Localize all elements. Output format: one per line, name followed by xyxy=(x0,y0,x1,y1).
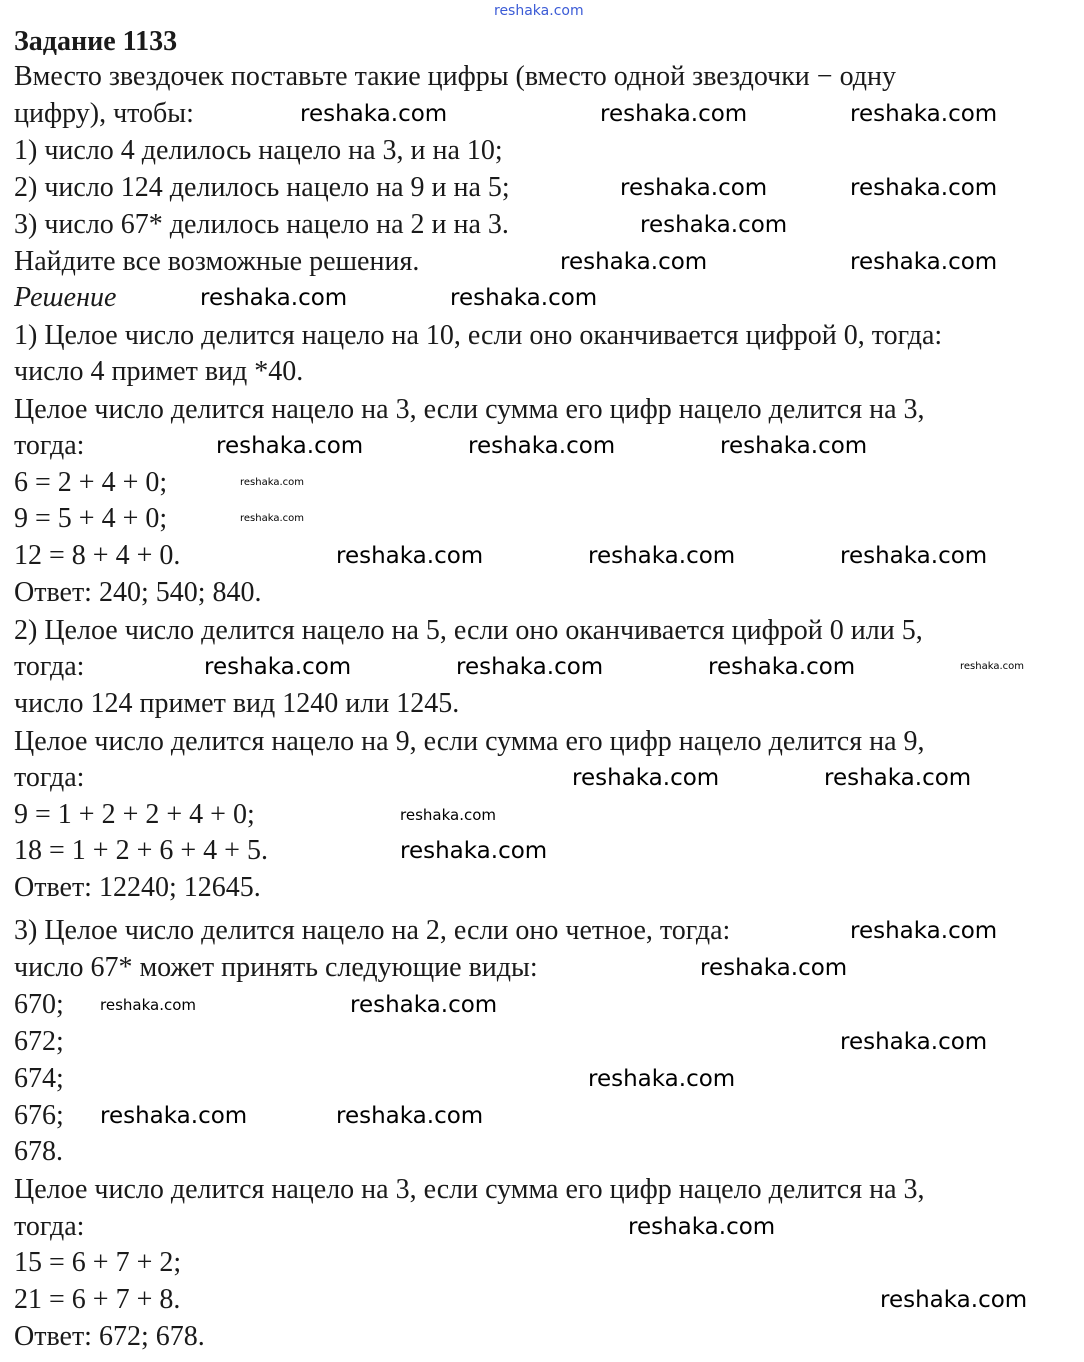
watermark: reshaka.com xyxy=(850,249,998,275)
watermark: reshaka.com xyxy=(588,543,736,569)
watermark: reshaka.com xyxy=(850,918,998,944)
text-line: тогда: xyxy=(14,762,85,793)
text-line: 678. xyxy=(14,1136,63,1167)
text-line: тогда: xyxy=(14,1211,85,1242)
text-line: 674; xyxy=(14,1063,64,1094)
watermark: reshaka.com xyxy=(880,1287,1028,1313)
watermark: reshaka.com xyxy=(720,433,868,459)
watermark: reshaka.com xyxy=(240,513,304,524)
watermark: reshaka.com xyxy=(824,765,972,791)
watermark: reshaka.com xyxy=(840,1029,988,1055)
text-line: 3) Целое число делится нацело на 2, если оно четное, тогда: xyxy=(14,915,731,946)
text-line: 2) число 124 делилось нацело на 9 и на 5; xyxy=(14,172,510,203)
watermark: reshaka.com xyxy=(100,1103,248,1129)
text-line: Ответ: 240; 540; 840. xyxy=(14,577,262,608)
text-line: Ответ: 12240; 12645. xyxy=(14,872,261,903)
text-line: 18 = 1 + 2 + 6 + 4 + 5. xyxy=(14,835,268,866)
text-line: 9 = 5 + 4 + 0; xyxy=(14,503,168,534)
text-line: 15 = 6 + 7 + 2; xyxy=(14,1247,182,1278)
text-line: 1) Целое число делится нацело на 10, если оно оканчивается цифрой 0, тогда: xyxy=(14,320,943,351)
text-line: тогда: xyxy=(14,651,85,682)
text-line: Ответ: 672; 678. xyxy=(14,1321,205,1352)
text-line: 9 = 1 + 2 + 2 + 4 + 0; xyxy=(14,799,255,830)
text-line: число 67* может принять следующие виды: xyxy=(14,952,538,983)
watermark: reshaka.com xyxy=(840,543,988,569)
watermark: reshaka.com xyxy=(600,101,748,127)
watermark: reshaka.com xyxy=(620,175,768,201)
watermark: reshaka.com xyxy=(100,996,196,1014)
text-line: тогда: xyxy=(14,430,85,461)
text-line: 12 = 8 + 4 + 0. xyxy=(14,540,181,571)
watermark: reshaka.com xyxy=(468,433,616,459)
text-line: Найдите все возможные решения. xyxy=(14,246,420,277)
watermark: reshaka.com xyxy=(628,1214,776,1240)
watermark: reshaka.com xyxy=(216,433,364,459)
text-line: Целое число делится нацело на 3, если сумма его цифр нацело делится на 3, xyxy=(14,1174,925,1205)
text-line: Целое число делится нацело на 9, если сумма его цифр нацело делится на 9, xyxy=(14,726,925,757)
watermark: reshaka.com xyxy=(700,955,848,981)
watermark: reshaka.com xyxy=(850,101,998,127)
watermark: reshaka.com xyxy=(200,285,348,311)
text-line: цифру), чтобы: xyxy=(14,98,194,129)
text-line: число 124 примет вид 1240 или 1245. xyxy=(14,688,460,719)
text-line: 21 = 6 + 7 + 8. xyxy=(14,1284,181,1315)
watermark: reshaka.com xyxy=(204,654,352,680)
text-line: число 4 примет вид *40. xyxy=(14,356,304,387)
watermark: reshaka.com xyxy=(400,806,496,824)
watermark: reshaka.com xyxy=(850,175,998,201)
watermark: reshaka.com xyxy=(456,654,604,680)
watermark: reshaka.com xyxy=(640,212,788,238)
text-line: 670; xyxy=(14,989,64,1020)
solution-heading: Решение xyxy=(14,282,117,313)
text-line: 3) число 67* делилось нацело на 2 и на 3. xyxy=(14,209,509,240)
watermark: reshaka.com xyxy=(400,838,548,864)
task-title: Задание 1133 xyxy=(14,26,178,57)
text-line: 2) Целое число делится нацело на 5, если оно оканчивается цифрой 0 или 5, xyxy=(14,615,923,646)
watermark: reshaka.com xyxy=(240,477,304,488)
text-line: 1) число 4 делилось нацело на 3, и на 10; xyxy=(14,135,503,166)
watermark: reshaka.com xyxy=(560,249,708,275)
text-line: 676; xyxy=(14,1100,64,1131)
watermark: reshaka.com xyxy=(960,661,1024,672)
watermark: reshaka.com xyxy=(708,654,856,680)
watermark: reshaka.com xyxy=(350,992,498,1018)
text-line: 6 = 2 + 4 + 0; xyxy=(14,467,168,498)
watermark: reshaka.com xyxy=(336,543,484,569)
text-line: Целое число делится нацело на 3, если сумма его цифр нацело делится на 3, xyxy=(14,394,925,425)
watermark: reshaka.com xyxy=(494,3,584,19)
watermark: reshaka.com xyxy=(450,285,598,311)
watermark: reshaka.com xyxy=(588,1066,736,1092)
watermark: reshaka.com xyxy=(300,101,448,127)
watermark: reshaka.com xyxy=(336,1103,484,1129)
text-line: 672; xyxy=(14,1026,64,1057)
watermark: reshaka.com xyxy=(572,765,720,791)
text-line: Вместо звездочек поставьте такие цифры (вместо одной звездочки − одну xyxy=(14,61,896,92)
